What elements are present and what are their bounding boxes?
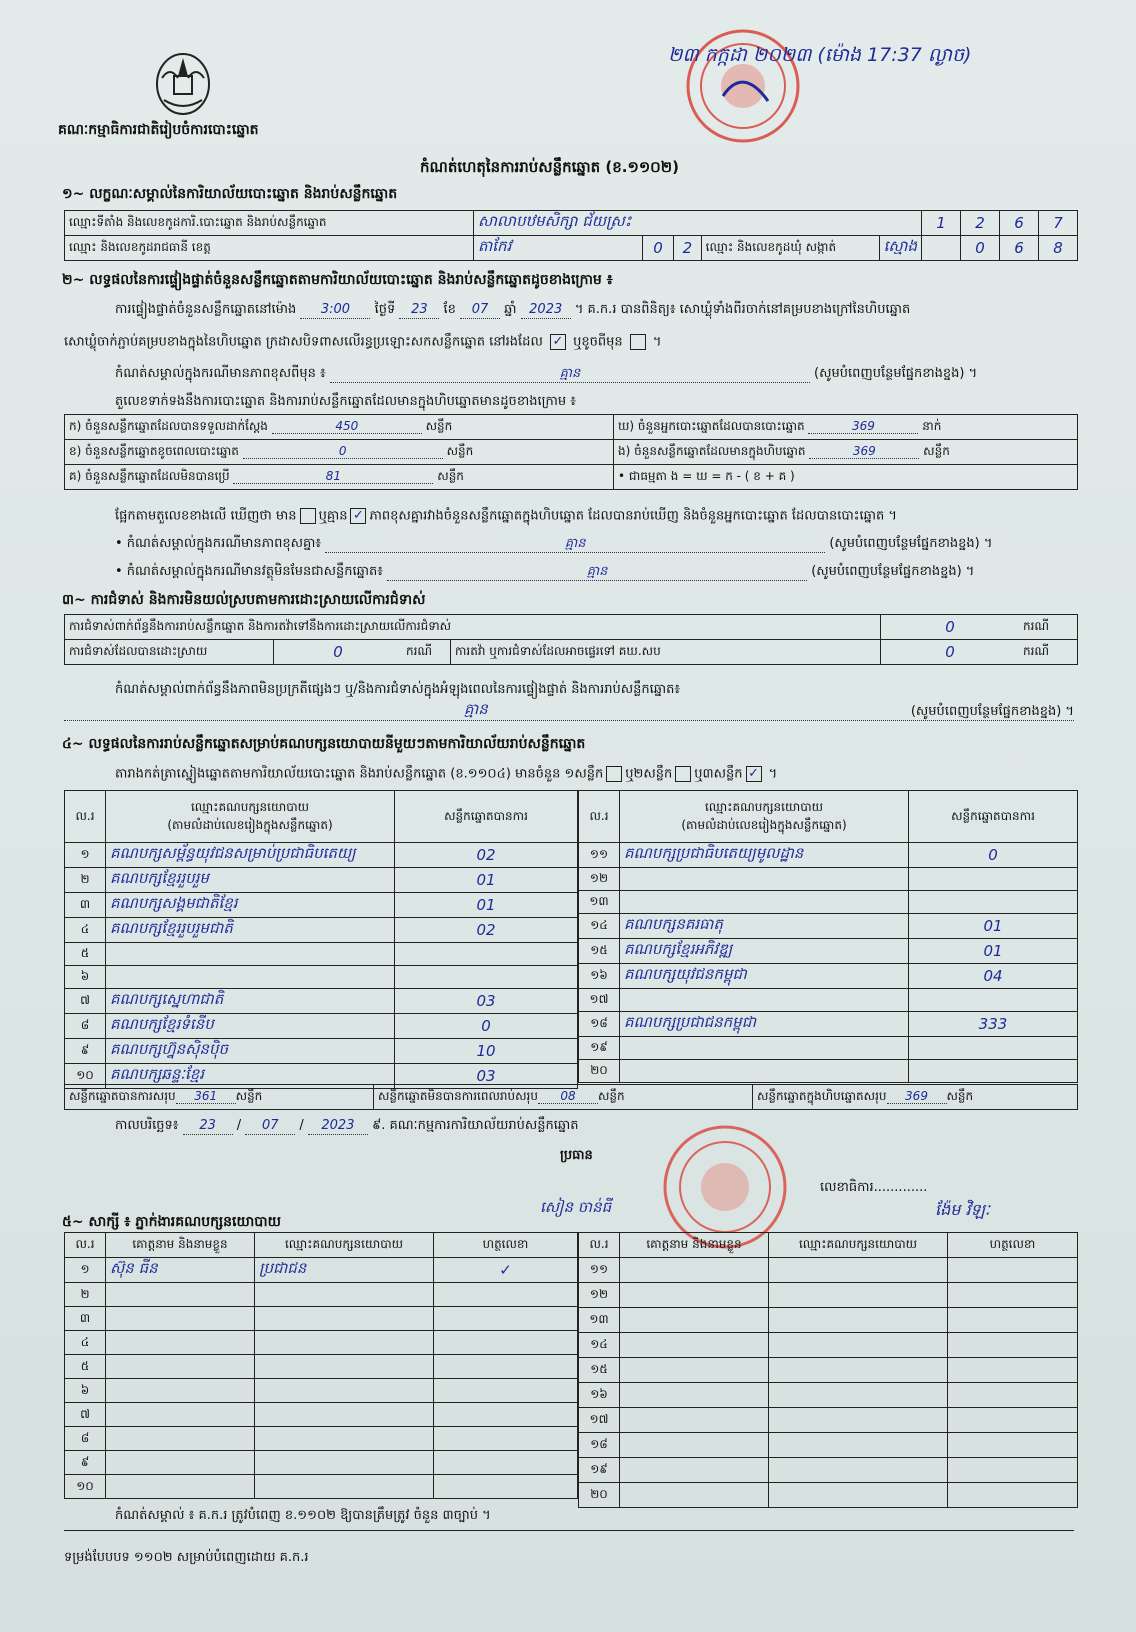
- form-footer: ទម្រង់បែបបទ ១១០២ សម្រាប់បំពេញដោយ គ.ក.រ: [64, 1550, 309, 1565]
- row-number: ៧: [65, 1403, 106, 1427]
- secretary-label: លេខាធិការ.............: [820, 1180, 928, 1195]
- table-row: [65, 966, 578, 989]
- party-name: គណបក្សខ្មែរទំនើប: [106, 1014, 395, 1039]
- witness-name: [106, 1283, 255, 1307]
- table-row: [579, 1037, 1078, 1060]
- row-number: ១៩: [579, 1037, 620, 1060]
- votes-value: 04: [909, 964, 1078, 989]
- party-name: គណបក្សខ្មែររួបរួមជាតិ: [106, 918, 395, 943]
- location-code-1: 1: [922, 211, 961, 236]
- row-number: ១៧: [579, 989, 620, 1012]
- table-row: [65, 1258, 578, 1283]
- votes-value: 02: [395, 843, 578, 868]
- total-valid-value: 361: [176, 1089, 236, 1104]
- table-row: [65, 1331, 578, 1355]
- row-number: ១៤: [579, 1333, 620, 1358]
- province-value: តាកែវ: [474, 236, 643, 261]
- votes-value: [909, 1060, 1078, 1083]
- witness-signature: [434, 1331, 578, 1355]
- table-row: [579, 1308, 1078, 1333]
- results-table-left: ល.រ ឈ្មោះគណបក្សនយោបាយ (តាមលំដាប់លេខរៀងក្នុងសន្លឹកឆ្នោត) សន្លឹកឆ្នោតបានការ ១ គណបក្សសម្ព័ន្ធយុវជនសម្រាប់ប្រជាធិបតេយ្យ 02 ២ គណបក្សខ្មែររួបរួម 01 ៣ គណបក្សសង្គមជាតិខ្មែរ 01 ៤ គណបក្សខ្មែររួបរួមជាតិ 02 ៥ ៦ ៧ គណបក្សស្នេហាជាតិ 03 ៨ គណបក្សខ្មែរទំនើប 0 ៩ គណបក្សហ្វ៊ុនស៊ិនប៉ិច 10 ១០ គណបក្សឆន្ទៈខ្មែរ 03: [64, 790, 578, 1089]
- table-row: [579, 1383, 1078, 1408]
- row-number: ៩: [65, 1451, 106, 1475]
- row-number: ១៧: [579, 1408, 620, 1433]
- one-sheet-checkbox[interactable]: [606, 766, 622, 782]
- org-name: គណៈកម្មាធិការជាតិរៀបចំការបោះឆ្នោត: [58, 122, 259, 138]
- witness-table-right: ល.រ គោត្តនាម និងនាមខ្លួន ឈ្មោះគណបក្សនយោបាយ ហត្ថលេខា ១១ ១២ ១៣ ១៤ ១៥ ១៦ ១៧ ១៨ ១៩ ២០: [578, 1232, 1078, 1508]
- table-row: [65, 1475, 578, 1499]
- table-row: [65, 1427, 578, 1451]
- table-row: [65, 1307, 578, 1331]
- table-row: [65, 1283, 578, 1307]
- row-number: ១៦: [579, 1383, 620, 1408]
- seal-line: សោឃ្លុំចាក់ភ្ជាប់គម្របខាងក្នុងនៃហិបឆ្នោត ក្រដាសបិទពាសលើរន្ធប្រឡោះសកសន្លឹកឆ្នោត នៅរងដែល ✓ ឬខូចពីមុន ។: [64, 334, 662, 350]
- table-row: [579, 1458, 1078, 1483]
- commune-label: ឈ្មោះ និងលេខកូដឃុំ សង្កាត់: [701, 236, 879, 260]
- witness-signature: [434, 1403, 578, 1427]
- row-number: ២០: [579, 1483, 620, 1508]
- province-label: ឈ្មោះ និងលេខកូដរាជធានី ខេត្ត: [65, 236, 474, 261]
- table-row: [65, 1014, 578, 1039]
- results-table-right: ល.រ ឈ្មោះគណបក្សនយោបាយ (តាមលំដាប់លេខរៀងក្នុងសន្លឹកឆ្នោត) សន្លឹកឆ្នោតបានការ ១១ គណបក្សប្រជាធិបតេយ្យមូលដ្ឋាន 0 ១២ ១៣ ១៤ គណបក្សនគរធាតុ 01 ១៥ គណបក្សខ្មែរអភិវឌ្ឍ 01 ១៦ គណបក្សយុវជនកម្ពុជា 04 ១៧ ១៨ គណបក្សប្រជាជនកម្ពុជា 333 ១៩ ២០: [578, 790, 1078, 1083]
- ballots-unused-value: 81: [233, 469, 433, 484]
- location-code-4: 7: [1039, 211, 1078, 236]
- commune-code-3: 8: [1039, 236, 1078, 261]
- row-number: ១៥: [579, 1358, 620, 1383]
- table-row: [65, 1355, 578, 1379]
- votes-value: 02: [395, 918, 578, 943]
- row-number: ៩: [65, 1039, 106, 1064]
- location-value: សាលាបឋមសិក្សា ជ័យស្រះ: [474, 211, 922, 236]
- witness-name: ស៊ុន ធីន: [106, 1258, 255, 1283]
- commune-code-2: 6: [1000, 236, 1039, 261]
- total-box-value: 369: [887, 1089, 947, 1104]
- month-value: 07: [460, 302, 500, 319]
- time-value: 3:00: [300, 302, 370, 319]
- total-invalid-value: 08: [538, 1089, 598, 1104]
- votes-value: [909, 891, 1078, 914]
- party-name: [620, 1060, 909, 1083]
- witness-name: [106, 1427, 255, 1451]
- irregularity-note-line: គ្មាន (សូមបំពេញបន្ថែមផ្នែកខាងខ្នង) ។: [64, 700, 1074, 721]
- witness-name: [106, 1307, 255, 1331]
- party-name: [620, 891, 909, 914]
- two-sheet-checkbox[interactable]: [675, 766, 691, 782]
- votes-value: 333: [909, 1012, 1078, 1037]
- witness-party: [255, 1379, 434, 1403]
- party-name: គណបក្សឆន្ទៈខ្មែរ: [106, 1064, 395, 1089]
- row-number: ២: [65, 868, 106, 893]
- has-difference-checkbox[interactable]: [300, 508, 316, 524]
- witness-signature: [434, 1379, 578, 1403]
- row-number: ៧: [65, 989, 106, 1014]
- row-number: ២០: [579, 1060, 620, 1083]
- votes-value: 01: [909, 914, 1078, 939]
- witness-name: [106, 1379, 255, 1403]
- witness-party: [255, 1451, 434, 1475]
- witness-signature: ✓: [434, 1258, 578, 1283]
- party-name: គណបក្សហ្វ៊ុនស៊ិនប៉ិច: [106, 1039, 395, 1064]
- footer-divider: [64, 1530, 1074, 1531]
- location-label: ឈ្មោះទីតាំង និងលេខកូដការិ.បោះឆ្នោត និងរាប់សន្លឹកឆ្នោត: [65, 211, 474, 236]
- row-number: ៦: [65, 1379, 106, 1403]
- section1-heading: ១~ លក្ខណៈសម្គាល់នៃការិយាល័យបោះឆ្នោត និងរាប់សន្លឹកឆ្នោត: [62, 186, 398, 202]
- row-number: ១៤: [579, 914, 620, 939]
- witness-name: [106, 1475, 255, 1499]
- party-name: គណបក្សខ្មែររួបរួម: [106, 868, 395, 893]
- row-number: ១: [65, 1258, 106, 1283]
- witness-signature: [434, 1283, 578, 1307]
- party-name: [106, 943, 395, 966]
- votes-value: 10: [395, 1039, 578, 1064]
- row-number: ១៣: [579, 1308, 620, 1333]
- foreign-object-note-value: គ្មាន: [387, 564, 807, 581]
- party-name: គណបក្សនគរធាតុ: [620, 914, 909, 939]
- party-name: [620, 868, 909, 891]
- irregularity-note-value: គ្មាន: [464, 700, 488, 718]
- row-number: ១២: [579, 868, 620, 891]
- votes-value: 0: [395, 1014, 578, 1039]
- year-value: 2023: [521, 302, 571, 319]
- voters-voted-value: 369: [808, 419, 918, 434]
- verification-line: ការផ្ទៀងផ្ទាត់ចំនួនសន្លឹកឆ្នោតនៅម៉ោង 3:00 ថ្ងៃទី 23 ខែ 07 ឆ្នាំ 2023 ។ គ.ក.រ បានពិនិត្យ៖ សោឃ្លុំទាំងពីរចាក់នៅគម្របខាងក្រៅនៃហិបឆ្នោត: [115, 302, 911, 317]
- table-row: [65, 918, 578, 943]
- table-row: [579, 1258, 1078, 1283]
- objections-value: 0: [881, 615, 1020, 640]
- formula: • ជាធម្មតា ង = ឃ = ក - ( ខ + គ ): [614, 465, 1078, 490]
- resolved-value: 0: [274, 640, 403, 665]
- row-number: ៤: [65, 918, 106, 943]
- witness-party: [255, 1307, 434, 1331]
- votes-value: 0: [909, 843, 1078, 868]
- discrepancy-line: ផ្អែកតាមតួលេខខាងលើ ឃើញថា មាន ឬគ្មាន ✓ ភាពខុសគ្នារវាងចំនួនសន្លឹកឆ្នោតក្នុងហិបឆ្នោត ដែលបានរាប់ឃើញ និងចំនួនអ្នកបោះឆ្នោត ដែលបានបោះឆ្នោត ។: [115, 508, 897, 524]
- party-name: គណបក្សសង្គមជាតិខ្មែរ: [106, 893, 395, 918]
- table-row: [65, 989, 578, 1014]
- section1-table: [64, 210, 1078, 261]
- party-name: [106, 966, 395, 989]
- row-number: ៤: [65, 1331, 106, 1355]
- date-line: កាលបរិច្ឆេទ៖ 23 / 07 / 2023 ៩. គណៈកម្មការការិយាល័យរាប់សន្លឹកឆ្នោត: [115, 1118, 579, 1133]
- table-row: [579, 964, 1078, 989]
- witness-party: [255, 1355, 434, 1379]
- damaged-checkbox[interactable]: [630, 334, 646, 350]
- table-row: [579, 1333, 1078, 1358]
- table-row: [65, 1039, 578, 1064]
- votes-value: 01: [395, 868, 578, 893]
- row-number: ១១: [579, 843, 620, 868]
- witness-signature: [434, 1451, 578, 1475]
- row-number: ៦: [65, 966, 106, 989]
- witness-name: [106, 1355, 255, 1379]
- votes-value: 03: [395, 1064, 578, 1089]
- results-totals: សន្លឹកឆ្នោតបានការសរុប 361 សន្លឹក សន្លឹកឆ្នោតមិនបានការពេលរាប់សរុប 08 សន្លឹក សន្លឹកឆ្នោតក្នុងហិបឆ្នោតសរុប 369 សន្លឹក: [64, 1084, 1078, 1110]
- difference-note-line: កំណត់សម្គាល់ក្នុងករណីមានភាពខុសពីមុន ៖ គ្មាន (សូមបំពេញបន្ថែមផ្នែកខាងខ្នង) ។: [115, 366, 978, 381]
- row-number: ៨: [65, 1014, 106, 1039]
- row-number: ១៩: [579, 1458, 620, 1483]
- table-row: [65, 843, 578, 868]
- ballots-in-box-value: 369: [809, 444, 919, 459]
- table-row: [579, 914, 1078, 939]
- president-label: ប្រធាន: [560, 1148, 593, 1163]
- row-number: ១១: [579, 1258, 620, 1283]
- stamp-handwritten-date: ២៣ កក្កដា ២០២៣ (ម៉ោង 17:37 ល្ងាច): [668, 44, 972, 66]
- appealed-value: 0: [881, 640, 1020, 665]
- province-code-1: 0: [643, 236, 674, 261]
- witness-signature: [434, 1475, 578, 1499]
- witness-party: [255, 1475, 434, 1499]
- figures-table: ក) ចំនួនសន្លឹកឆ្នោតដែលបានទទួលដាក់ស្ដែង 450 សន្លឹក ឃ) ចំនួនអ្នកបោះឆ្នោតដែលបានបោះឆ្នោត 369 នាក់ ខ) ចំនួនសន្លឹកឆ្នោតខូចពេលបោះឆ្នោត 0 សន្លឹក ង) ចំនួនសន្លឹកឆ្នោតដែលមានក្នុងហិបឆ្នោត 369 សន្លឹក គ) ចំនួនសន្លឹកឆ្នោតដែលមិនបានប្រើ 81 សន្លឹក • ជាធម្មតា ង = ឃ = ក - ( ខ + គ ): [64, 414, 1078, 490]
- votes-value: 03: [395, 989, 578, 1014]
- votes-value: [909, 868, 1078, 891]
- table-row: [579, 1060, 1078, 1083]
- location-code-3: 6: [1000, 211, 1039, 236]
- witness-signature: [434, 1307, 578, 1331]
- votes-value: [395, 943, 578, 966]
- table-row: [65, 893, 578, 918]
- figures-intro: តួលេខទាក់ទងនឹងការបោះឆ្នោត និងការរាប់សន្លឹកឆ្នោតដែលមានក្នុងហិបឆ្នោតមានដូចខាងក្រោម ៖: [115, 394, 576, 409]
- commune-value: ស្មោង: [883, 237, 917, 255]
- table-row: [579, 1358, 1078, 1383]
- witness-party: ប្រជាជន: [255, 1258, 434, 1283]
- nec-emblem-icon: [150, 48, 216, 118]
- table-row: [65, 868, 578, 893]
- table-row: [579, 843, 1078, 868]
- row-number: ១០: [65, 1064, 106, 1089]
- witness-name: [106, 1451, 255, 1475]
- table-row: [579, 1408, 1078, 1433]
- row-number: ១: [65, 843, 106, 868]
- foreign-object-note-line: • កំណត់សម្គាល់ក្នុងករណីមានវត្ថុមិនមែនជាសន្លឹកឆ្នោត៖ គ្មាន (សូមបំពេញបន្ថែមផ្នែកខាងខ្នង) ។: [115, 564, 975, 579]
- table-row: [579, 1283, 1078, 1308]
- section3-heading: ៣~ ការជំទាស់ និងការមិនយល់ស្របតាមការដោះស្រាយលើការជំទាស់: [62, 592, 426, 608]
- table-row: [65, 1379, 578, 1403]
- footnote: កំណត់សម្គាល់ ៖ គ.ក.រ ត្រូវបំពេញ ខ.១១០២ ឱ្យបានត្រឹមត្រូវ ចំនួន ៣ច្បាប់ ។: [115, 1508, 491, 1523]
- witness-signature: [434, 1355, 578, 1379]
- difference-note-value: គ្មាន: [330, 366, 810, 383]
- president-signature: សៀន ចាន់ធី: [540, 1198, 612, 1216]
- table-row: [579, 1012, 1078, 1037]
- row-number: ៥: [65, 943, 106, 966]
- row-number: ១២: [579, 1283, 620, 1308]
- votes-value: [395, 966, 578, 989]
- province-code-2: 2: [674, 236, 701, 260]
- party-name: គណបក្សប្រជាជនកម្ពុជា: [620, 1012, 909, 1037]
- party-name: [620, 989, 909, 1012]
- row-number: ៣: [65, 1307, 106, 1331]
- objections-label: ការជំទាស់ពាក់ព័ន្ធនឹងការរាប់សន្លឹកឆ្នោត និងការតវ៉ាទៅនឹងការដោះស្រាយលើការជំទាស់: [65, 615, 881, 640]
- discrepancy-note-line: • កំណត់សម្គាល់ក្នុងករណីមានភាពខុសគ្នា៖ គ្មាន (សូមបំពេញបន្ថែមផ្នែកខាងខ្នង) ។: [115, 536, 993, 551]
- secretary-signature: ង៉ែម វិឡៈ: [935, 1200, 990, 1219]
- no-difference-checkbox[interactable]: ✓: [350, 508, 366, 524]
- row-number: ២: [65, 1283, 106, 1307]
- table-row: [579, 891, 1078, 914]
- votes-value: 01: [909, 939, 1078, 964]
- votes-value: [909, 1037, 1078, 1060]
- party-name: គណបក្សប្រជាធិបតេយ្យមូលដ្ឋាន: [620, 843, 909, 868]
- party-name: គណបក្សសម្ព័ន្ធយុវជនសម្រាប់ប្រជាធិបតេយ្យ: [106, 843, 395, 868]
- witness-name: [106, 1403, 255, 1427]
- location-code-2: 2: [961, 211, 1000, 236]
- witness-table-left: ល.រ គោត្តនាម និងនាមខ្លួន ឈ្មោះគណបក្សនយោបាយ ហត្ថលេខា ១ ស៊ុន ធីន ប្រជាជន ✓ ២ ៣ ៤ ៥ ៦ ៧ ៨ ៩ ១០: [64, 1232, 578, 1499]
- row-number: ៥: [65, 1355, 106, 1379]
- section4-heading: ៤~ លទ្ធផលនៃការរាប់សន្លឹកឆ្នោតសម្រាប់គណបក្សនយោបាយនីមួយៗតាមការិយាល័យរាប់សន្លឹកឆ្នោត: [62, 736, 586, 752]
- witness-name: [106, 1331, 255, 1355]
- table-row: [65, 1451, 578, 1475]
- row-number: ១៦: [579, 964, 620, 989]
- form-title: កំណត់ហេតុនៃការរាប់សន្លឹកឆ្នោត (ខ.១១០២): [420, 158, 680, 176]
- section2-heading: ២~ លទ្ធផលនៃការផ្ទៀងផ្ទាត់ចំនួនសន្លឹកឆ្នោតតាមការិយាល័យបោះឆ្នោត និងរាប់សន្លឹកឆ្នោតដូចខាងក្រោម ៖: [62, 272, 613, 288]
- ballots-spoiled-value: 0: [243, 444, 443, 459]
- three-sheet-checkbox[interactable]: ✓: [746, 766, 762, 782]
- table-row: [579, 1483, 1078, 1508]
- witness-party: [255, 1427, 434, 1451]
- row-number: ១០: [65, 1475, 106, 1499]
- table-row: [579, 939, 1078, 964]
- ballots-received-value: 450: [272, 419, 422, 434]
- witness-party: [255, 1403, 434, 1427]
- party-name: គណបក្សស្នេហាជាតិ: [106, 989, 395, 1014]
- party-name: គណបក្សយុវជនកម្ពុជា: [620, 964, 909, 989]
- table-row: [579, 1433, 1078, 1458]
- discrepancy-note-value: គ្មាន: [325, 536, 825, 553]
- row-number: ១៥: [579, 939, 620, 964]
- table-row: [579, 989, 1078, 1012]
- tally-sheet-line: តារាងកត់ត្រាស្នៀងឆ្នោតតាមការិយាល័យបោះឆ្នោត និងរាប់សន្លឹកឆ្នោត (ខ.១១០៤) មានចំនួន ១សន្លឹក ឬ២សន្លឹក ឬ៣សន្លឹក ✓ ។: [115, 766, 778, 782]
- commune-code-1: 0: [961, 236, 1000, 261]
- votes-value: 01: [395, 893, 578, 918]
- row-number: ១៨: [579, 1012, 620, 1037]
- irregularity-note: កំណត់សម្គាល់ពាក់ព័ន្ធនឹងភាពមិនប្រក្រតីផ្សេងៗ ឬ/និងការជំទាស់ក្នុងអំឡុងពេលនៃការផ្ទៀងផ្ទាត់ និងការរាប់សន្លឹកឆ្នោត៖: [115, 682, 681, 697]
- section5-heading: ៥~ សាក្សី ៖ ភ្នាក់ងារគណបក្សនយោបាយ: [62, 1214, 281, 1230]
- day-value: 23: [399, 302, 439, 319]
- table-row: [65, 1403, 578, 1427]
- row-number: ៣: [65, 893, 106, 918]
- witness-party: [255, 1283, 434, 1307]
- row-number: ១៨: [579, 1433, 620, 1458]
- table-row: [65, 943, 578, 966]
- row-number: ១៣: [579, 891, 620, 914]
- votes-value: [909, 989, 1078, 1012]
- row-number: ៨: [65, 1427, 106, 1451]
- party-name: គណបក្សខ្មែរអភិវឌ្ឍ: [620, 939, 909, 964]
- intact-checkbox[interactable]: ✓: [550, 334, 566, 350]
- party-name: [620, 1037, 909, 1060]
- objections-table: ការជំទាស់ពាក់ព័ន្ធនឹងការរាប់សន្លឹកឆ្នោត និងការតវ៉ាទៅនឹងការដោះស្រាយលើការជំទាស់ 0 ករណី ការជំទាស់ដែលបានដោះស្រាយ 0 ករណី ការតវ៉ា ឬការជំទាស់ដែលអាចផ្ទេរទៅ គឃ.សប 0 ករណី: [64, 614, 1078, 665]
- table-row: [579, 868, 1078, 891]
- witness-party: [255, 1331, 434, 1355]
- witness-signature: [434, 1427, 578, 1451]
